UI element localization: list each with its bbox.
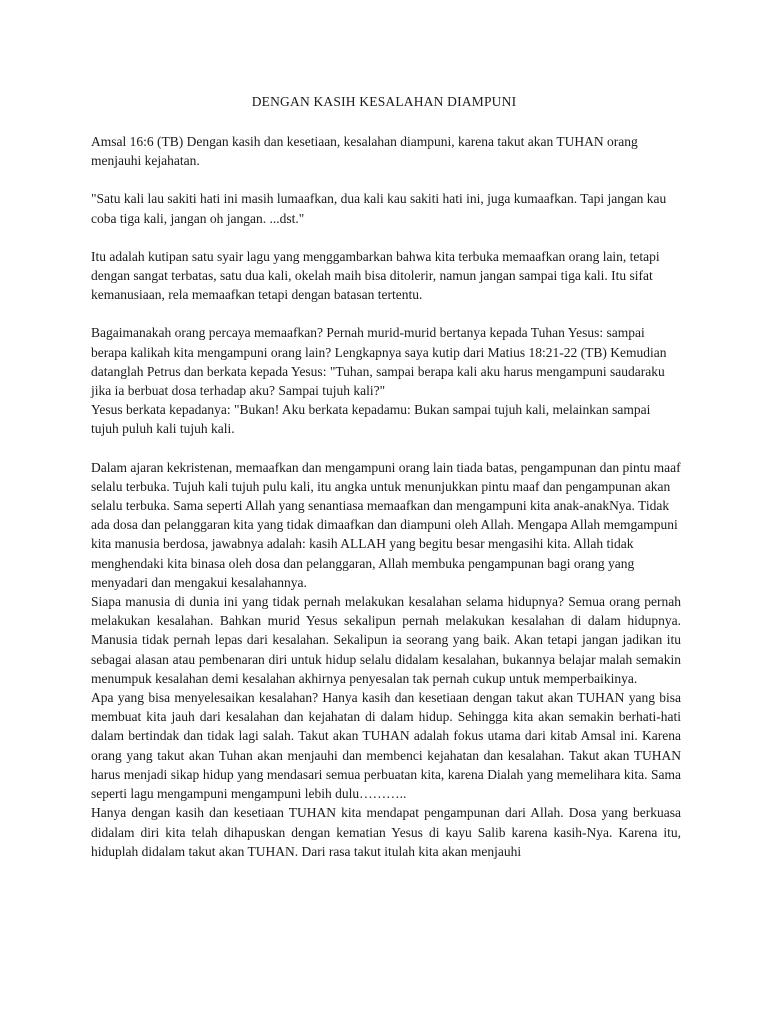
paragraph-christian-forgiveness: Dalam ajaran kekristenan, memaafkan dan mengampuni orang lain tiada batas, pengampunan dan pintu maaf selalu terbuka. Tujuh kali tujuh pulu kali, itu angka untuk menunjukkan pintu maaf dan pengampunan akan selalu terbuka. Sama seperti Allah yang senantiasa memaafkan dan mengampuni kita anak-anakNya. Tidak ada dosa dan pelanggaran kita yang tidak dimaafkan dan diampuni oleh Allah. Mengapa Allah memgampuni kita manusia berdosa, jawabnya adalah: kasih ALLAH yang begitu besar mengasihi kita. Allah tidak menghendaki kita binasa oleh dosa dan pelanggaran, Allah membuka pengampunan bagi orang yang menyadari dan mengakui kesalahannya. — [91, 459, 681, 590]
document-body — [91, 132, 681, 861]
paragraph-fear-of-lord: Apa yang bisa menyelesaikan kesalahan? Hanya kasih dan kesetiaan dengan takut akan TUHAN yang bisa membuat kita jauh dari kesalahan dan kejahatan di dalam hidup. Sehingga kita akan semakin berhati-hati dalam bertindak dan tidak lagi salah. Takut akan TUHAN adalah fokus utama dari kitab Amsal ini. Karena orang yang takut akan Tuhan akan menjauhi dan membenci kejahatan dan kesalahan. Takut akan TUHAN harus menjadi sikap hidup yang mendasari semua perbuatan kita, karena Dialah yang memelihara kita. Sama seperti lagu mengampuni mengampuni lebih dulu……….. — [91, 690, 681, 802]
paragraph-song-quote: "Satu kali lau sakiti hati ini masih lumaafkan, dua kali kau sakiti hati ini, juga kumaafkan. Tapi jangan kau coba tiga kali, jangan oh jangan. ...dst." — [91, 191, 667, 226]
paragraph-jesus-answer: Yesus berkata kepadanya: "Bukan! Aku berkata kepadamu: Bukan sampai tujuh kali, melainkan sampai tujuh puluh kali tujuh kali. — [91, 402, 651, 437]
document-title: DENGAN KASIH KESALAHAN DIAMPUNI — [251, 94, 517, 109]
paragraph-grace-conclusion: Hanya dengan kasih dan kesetiaan TUHAN kita mendapat pengampunan dari Allah. Dosa yang berkuasa didalam diri kita telah dihapuskan dengan kematian Yesus di kayu Salib karena kasih-Nya. Karena itu, hiduplah didalam takut akan TUHAN. Dari rasa takut itulah kita akan menjauhi — [91, 805, 681, 859]
paragraph-everyone-errs: Siapa manusia di dunia ini yang tidak pernah melakukan kesalahan selama hidupnya? Semua orang pernah melakukan kesalahan. Bahkan murid Yesus sekalipun pernah melakukan kesalahan di dalam hidupnya. Manusia tidak pernah lepas dari kesalahan. Sekalipun ia seorang yang baik. Akan tetapi jangan jadikan itu sebagai alasan atau pembenaran diri untuk hidup selalu didalam kesalahan, bukannya belajar malah semakin menumpuk kesalahan demi kesalahan akhirnya penyesalan tak pernah cukup untuk memperbaikinya. — [91, 594, 681, 686]
paragraph-amsal-verse: Amsal 16:6 (TB) Dengan kasih dan kesetiaan, kesalahan diampuni, karena takut akan TUHAN orang menjauhi kejahatan. — [91, 134, 638, 169]
paragraph-song-explanation: Itu adalah kutipan satu syair lagu yang menggambarkan bahwa kita terbuka memaafkan orang lain, tetapi dengan sangat terbatas, satu dua kali, okelah maih bisa ditolerir, namun jangan sampai tiga kali. Itu sifat kemanusiaan, rela memaafkan tetapi dengan batasan tertentu. — [91, 248, 660, 303]
paragraph-matthew-question: Bagaimanakah orang percaya memaafkan? Pernah murid-murid bertanya kepada Tuhan Yesus: sampai berapa kalikah kita mengampuni orang lain? Lengkapnya saya kutip dari Matius 18:21-22 (TB) Kemudian datanglah Petrus dan berkata kepada Yesus: "Tuhan, sampai berapa kali aku harus mengampuni saudaraku jika ia berbuat dosa terhadap aku? Sampai tujuh kali?" — [91, 325, 667, 399]
